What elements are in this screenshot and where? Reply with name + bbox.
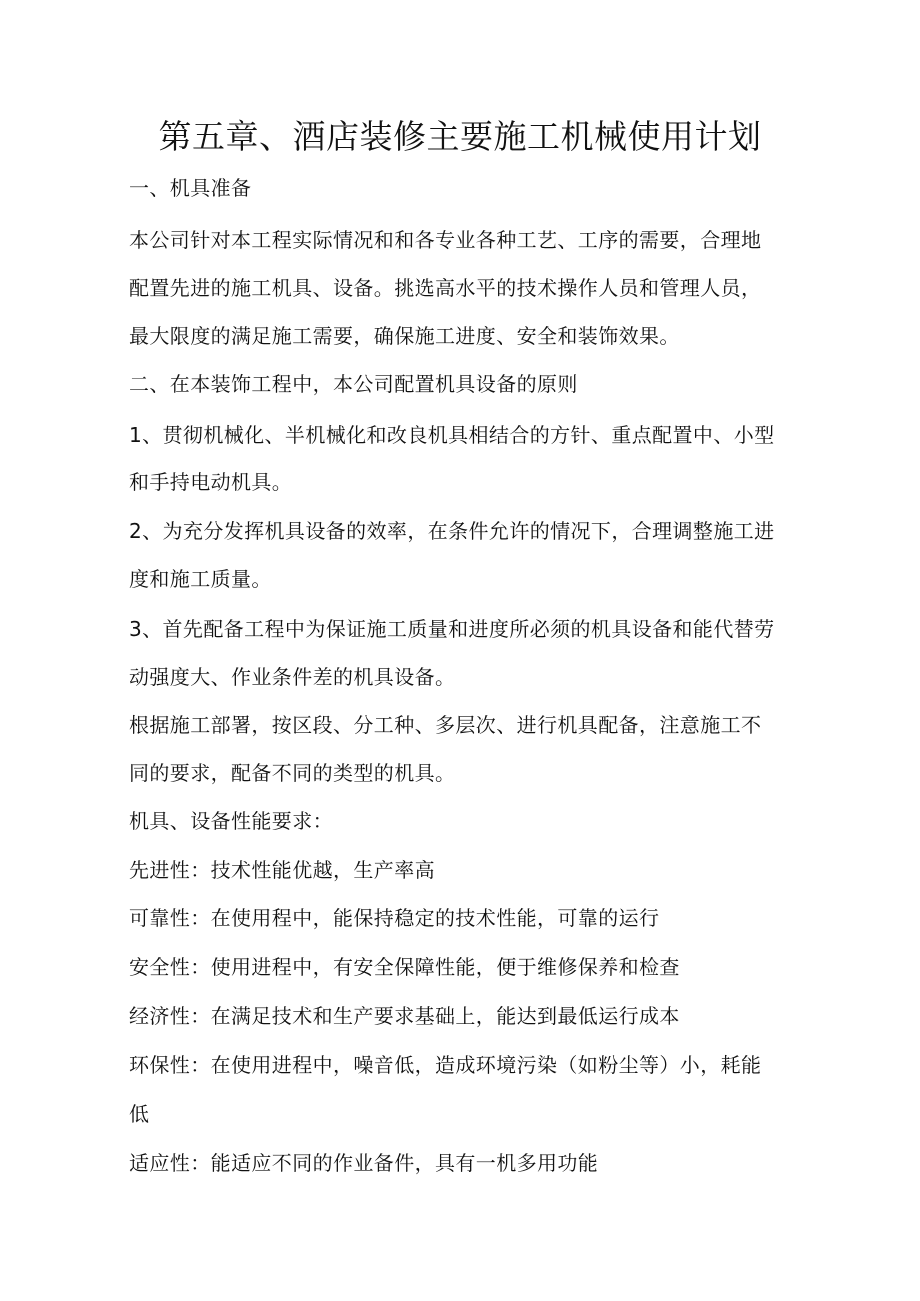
paragraph-line: 1、贯彻机械化、半机械化和改良机具相结合的方针、重点配置中、小型 xyxy=(129,423,775,447)
heading-performance-requirements: 机具、设备性能要求： xyxy=(129,809,333,833)
heading-tool-preparation: 一、机具准备 xyxy=(129,176,252,200)
paragraph-line: 根据施工部署，按区段、分工种、多层次、进行机具配备，注意施工不 xyxy=(129,713,762,737)
paragraph-line: 本公司针对本工程实际情况和和各专业各种工艺、工序的需要，合理地 xyxy=(129,228,762,252)
paragraph-line: 2、为充分发挥机具设备的效率，在条件允许的情况下，合理调整施工进 xyxy=(129,519,775,543)
requirement-advanced: 先进性：技术性能优越，生产率高 xyxy=(129,858,435,882)
requirement-safety: 安全性：使用进程中，有安全保障性能，便于维修保养和检查 xyxy=(129,955,680,979)
requirement-reliability: 可靠性：在使用程中，能保持稳定的技术性能，可靠的运行 xyxy=(129,906,660,930)
paragraph-line: 3、首先配备工程中为保证施工质量和进度所必须的机具设备和能代替劳 xyxy=(129,617,775,641)
paragraph-line: 度和施工质量。 xyxy=(129,567,272,591)
document-title: 第五章、酒店装修主要施工机械使用计划 xyxy=(158,117,762,156)
paragraph-line: 和手持电动机具。 xyxy=(129,470,293,494)
requirement-environment: 环保性：在使用进程中，噪音低，造成环境污染（如粉尘等）小，耗能 xyxy=(129,1053,762,1077)
paragraph-line: 同的要求，配备不同的类型的机具。 xyxy=(129,761,456,785)
requirement-adaptability: 适应性：能适应不同的作业备件，具有一机多用功能 xyxy=(129,1151,599,1175)
paragraph-line: 配置先进的施工机具、设备。挑选高水平的技术操作人员和管理人员， xyxy=(129,276,762,300)
heading-configuration-principles: 二、在本装饰工程中，本公司配置机具设备的原则 xyxy=(129,372,578,396)
requirement-environment-continued: 低 xyxy=(129,1102,150,1126)
requirement-economy: 经济性：在满足技术和生产要求基础上，能达到最低运行成本 xyxy=(129,1004,680,1028)
paragraph-line: 动强度大、作业条件差的机具设备。 xyxy=(129,665,456,689)
paragraph-line: 最大限度的满足施工需要，确保施工进度、安全和装饰效果。 xyxy=(129,324,680,348)
